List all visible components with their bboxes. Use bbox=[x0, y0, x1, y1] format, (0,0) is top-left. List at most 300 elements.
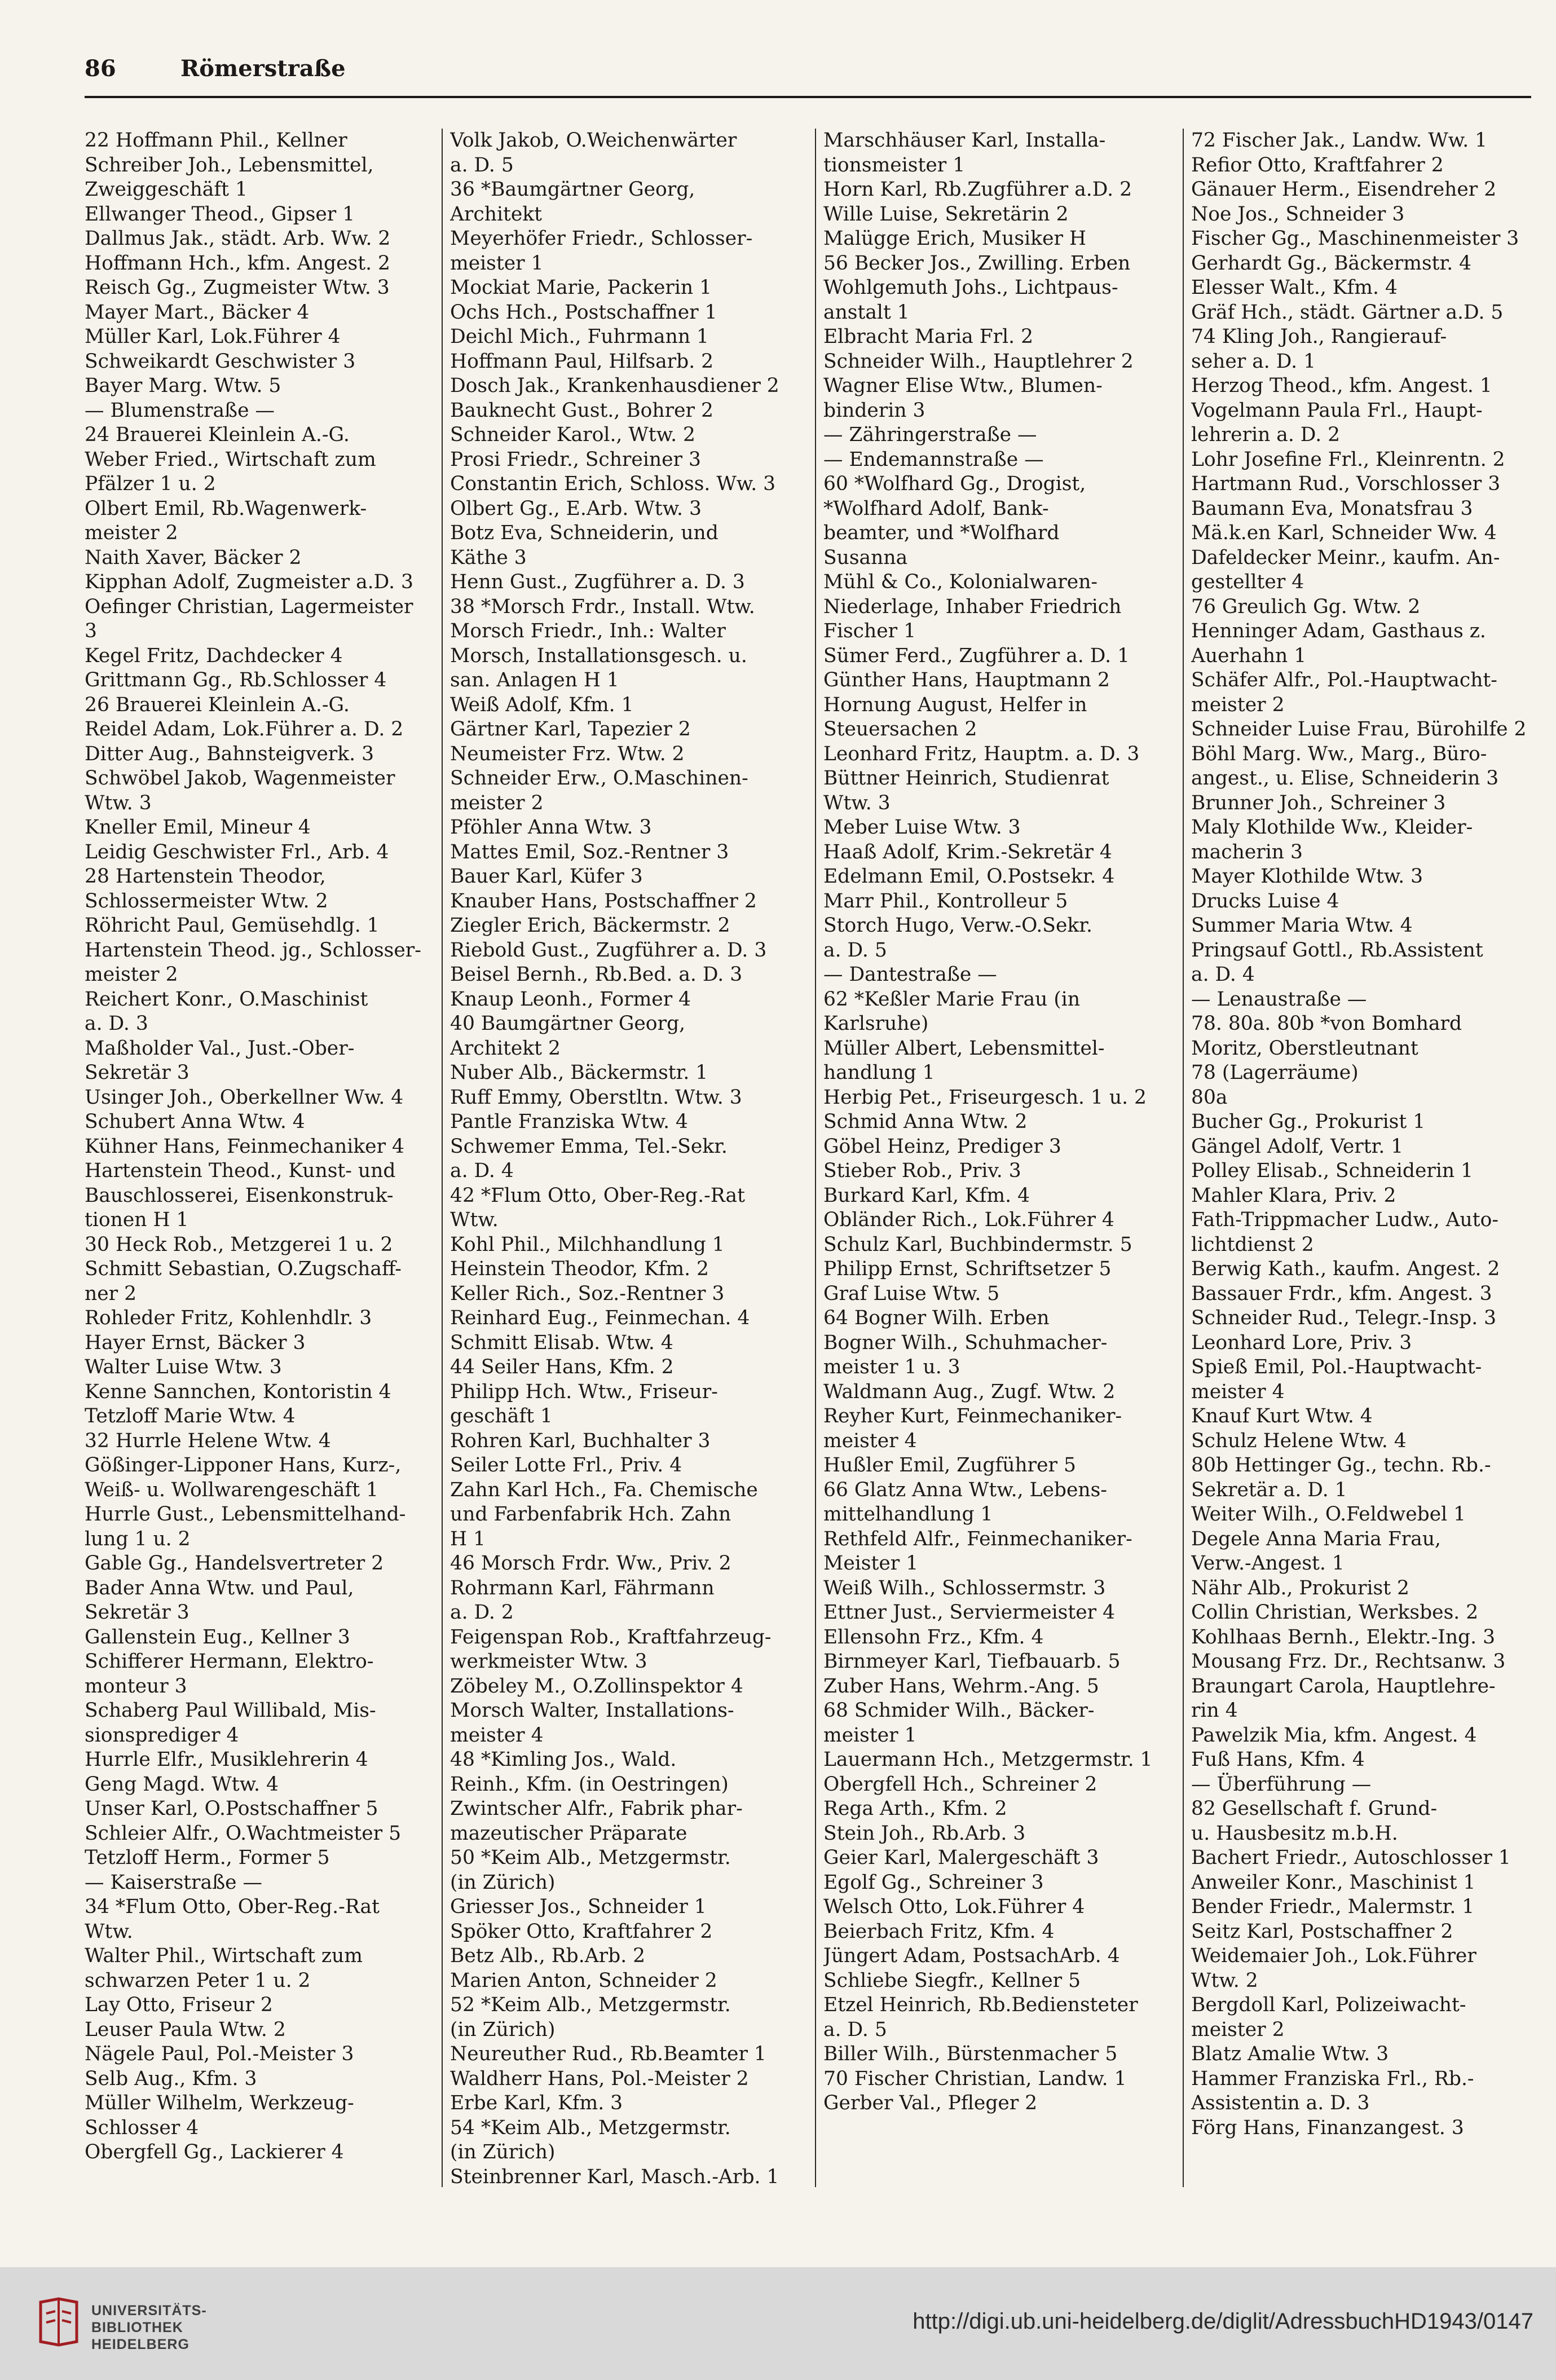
directory-entry-line: Herzog Theod., kfm. Angest. 1 bbox=[1191, 374, 1492, 397]
library-name bbox=[91, 2302, 207, 2353]
directory-entry-line: 48 *Kimling Jos., Wald. bbox=[450, 1748, 677, 1771]
directory-entry-line: meister 1 u. 3 bbox=[823, 1356, 960, 1378]
directory-entry-line: Hayer Ernst, Bäcker 3 bbox=[85, 1331, 306, 1354]
directory-entry-line: Griesser Jos., Schneider 1 bbox=[450, 1896, 707, 1918]
directory-entry-line: Welsch Otto, Lok.Führer 4 bbox=[823, 1896, 1085, 1918]
directory-entry-line: Neumeister Frz. Wtw. 2 bbox=[450, 742, 685, 765]
directory-entry-line: Hartenstein Theod. jg., Schlosser- bbox=[85, 938, 421, 962]
directory-entry-line: Müller Albert, Lebensmittel- bbox=[823, 1037, 1105, 1060]
directory-entry-line: a. D. 3 bbox=[85, 1012, 148, 1035]
directory-entry-line: Edelmann Emil, O.Postsekr. 4 bbox=[823, 865, 1115, 888]
directory-entry-line: Blatz Amalie Wtw. 3 bbox=[1191, 2043, 1389, 2065]
directory-entry-line: Hurrle Gust., Lebensmittelhand- bbox=[85, 1503, 406, 1526]
directory-entry-line: 34 *Flum Otto, Ober-Reg.-Rat bbox=[85, 1896, 380, 1918]
directory-entry-line: Collin Christian, Werksbes. 2 bbox=[1191, 1601, 1479, 1624]
directory-entry-line: san. Anlagen H 1 bbox=[450, 669, 619, 691]
directory-entry-line: Storch Hugo, Verw.-O.Sekr. bbox=[823, 914, 1092, 937]
directory-entry-line: Weiß- u. Wollwarengeschäft 1 bbox=[85, 1478, 378, 1501]
directory-entry-line: Göbel Heinz, Prediger 3 bbox=[823, 1135, 1061, 1158]
directory-entry-line: Seitz Karl, Postschaffner 2 bbox=[1191, 1920, 1453, 1943]
directory-entry-line: Verw.-Angest. 1 bbox=[1191, 1552, 1345, 1575]
directory-entry-line: Morsch Friedr., Inh.: Walter bbox=[450, 620, 726, 642]
directory-entry-line: Wtw. bbox=[85, 1920, 133, 1943]
directory-entry-line: Kenne Sannchen, Kontoristin 4 bbox=[85, 1380, 391, 1403]
directory-entry-line: Mahler Klara, Priv. 2 bbox=[1191, 1184, 1396, 1207]
directory-entry-line: 40 Baumgärtner Georg, bbox=[450, 1012, 686, 1035]
directory-entry-line: Reisch Gg., Zugmeister Wtw. 3 bbox=[85, 276, 390, 299]
directory-entry-line: Waldmann Aug., Zugf. Wtw. 2 bbox=[823, 1380, 1116, 1403]
directory-entry-line: Moritz, Oberstleutnant bbox=[1191, 1037, 1418, 1060]
directory-entry-line: Etzel Heinrich, Rb.Bediensteter bbox=[823, 1994, 1138, 2016]
directory-entry-line: Kohlhaas Bernh., Elektr.-Ing. 3 bbox=[1191, 1625, 1496, 1649]
directory-entry-line: meister 2 bbox=[1191, 693, 1285, 716]
directory-entry-line: — Zähringerstraße — bbox=[823, 424, 1037, 446]
directory-entry-line: Ruff Emmy, Oberstltn. Wtw. 3 bbox=[450, 1086, 742, 1109]
directory-entry-line: Dafeldecker Meinr., kaufm. An- bbox=[1191, 546, 1500, 569]
directory-entry-line: lung 1 u. 2 bbox=[85, 1527, 191, 1550]
directory-entry-line: Reinh., Kfm. (in Oestringen) bbox=[450, 1773, 729, 1796]
directory-entry-line: Prosi Friedr., Schreiner 3 bbox=[450, 448, 701, 471]
directory-entry-line: Bauer Karl, Küfer 3 bbox=[450, 865, 643, 888]
directory-entry-line: 80b Hettinger Gg., techn. Rb.- bbox=[1191, 1454, 1491, 1477]
directory-entry-line: Kohl Phil., Milchhandlung 1 bbox=[450, 1233, 725, 1256]
directory-entry-line: Waldherr Hans, Pol.-Meister 2 bbox=[450, 2067, 749, 2090]
directory-entry-line: Weber Fried., Wirtschaft zum bbox=[85, 448, 376, 471]
directory-entry-line: meister 4 bbox=[823, 1429, 917, 1452]
directory-entry-line: Förg Hans, Finanzangest. 3 bbox=[1191, 2116, 1464, 2139]
directory-entry-line: meister 4 bbox=[450, 1724, 544, 1747]
directory-entry-line: Naith Xaver, Bäcker 2 bbox=[85, 546, 302, 569]
directory-entry-line: — Lenaustraße — bbox=[1191, 988, 1367, 1011]
directory-entry-line: Ziegler Erich, Bäckermstr. 2 bbox=[450, 914, 730, 937]
column-3 bbox=[823, 129, 1173, 2187]
directory-entry-line: Kegel Fritz, Dachdecker 4 bbox=[85, 644, 343, 667]
directory-entry-line: Gößinger-Lipponer Hans, Kurz-, bbox=[85, 1454, 402, 1477]
directory-entry-line: Mä.k.en Karl, Schneider Ww. 4 bbox=[1191, 522, 1497, 544]
directory-entry-line: Herbig Pet., Friseurgesch. 1 u. 2 bbox=[823, 1086, 1147, 1109]
directory-entry-line: Pantle Franziska Wtw. 4 bbox=[450, 1110, 688, 1133]
directory-entry-line: tionsmeister 1 bbox=[823, 153, 966, 177]
directory-entry-line: 26 Brauerei Kleinlein A.-G. bbox=[85, 693, 350, 716]
directory-entry-line: 32 Hurrle Helene Wtw. 4 bbox=[85, 1429, 331, 1452]
directory-entry-line: Baumann Eva, Monatsfrau 3 bbox=[1191, 497, 1473, 520]
directory-entry-line: 68 Schmider Wilh., Bäcker- bbox=[823, 1699, 1095, 1722]
directory-entry-line: Feigenspan Rob., Kraftfahrzeug- bbox=[450, 1625, 772, 1649]
directory-entry-line: Sekretär 3 bbox=[85, 1061, 189, 1084]
directory-entry-line: Olbert Emil, Rb.Wagenwerk- bbox=[85, 497, 367, 520]
directory-entry-line: Ettner Just., Serviermeister 4 bbox=[823, 1601, 1116, 1624]
directory-entry-line: sionsprediger 4 bbox=[85, 1724, 239, 1747]
directory-entry-line: Hartenstein Theod., Kunst- und bbox=[85, 1160, 396, 1182]
directory-entry-line: Walter Phil., Wirtschaft zum bbox=[85, 1945, 363, 1967]
directory-entry-line: Schwöbel Jakob, Wagenmeister bbox=[85, 767, 395, 790]
directory-entry-line: angest., u. Elise, Schneiderin 3 bbox=[1191, 767, 1499, 790]
directory-entry-line: Architekt 2 bbox=[450, 1037, 561, 1060]
directory-entry-line: Schäfer Alfr., Pol.-Hauptwacht- bbox=[1191, 669, 1497, 691]
directory-entry-line: Gerber Val., Pfleger 2 bbox=[823, 2092, 1038, 2114]
directory-entry-line: Auerhahn 1 bbox=[1191, 644, 1307, 667]
directory-entry-line: Graf Luise Wtw. 5 bbox=[823, 1282, 1000, 1305]
directory-entry-line: Geng Magd. Wtw. 4 bbox=[85, 1773, 279, 1796]
directory-entry-line: Bauschlosserei, Eisenkonstruk- bbox=[85, 1184, 394, 1207]
directory-entry-line: Ellwanger Theod., Gipser 1 bbox=[85, 202, 355, 226]
directory-entry-line: Elesser Walt., Kfm. 4 bbox=[1191, 276, 1398, 299]
directory-entry-line: (in Zürich) bbox=[450, 2018, 556, 2041]
directory-entry-line: Assistentin a. D. 3 bbox=[1191, 2092, 1370, 2114]
directory-entry-line: *Wolfhard Adolf, Bank- bbox=[823, 497, 1049, 520]
directory-entry-line: geschäft 1 bbox=[450, 1405, 553, 1427]
directory-entry-line: Ditter Aug., Bahnsteigverk. 3 bbox=[85, 742, 374, 765]
directory-entry-line: Schneider Rud., Telegr.-Insp. 3 bbox=[1191, 1307, 1497, 1329]
directory-entry-line: Walter Luise Wtw. 3 bbox=[85, 1356, 282, 1378]
directory-entry-line: Gängel Adolf, Vertr. 1 bbox=[1191, 1135, 1404, 1158]
directory-entry-line: 30 Heck Rob., Metzgerei 1 u. 2 bbox=[85, 1233, 393, 1256]
directory-entry-line: Böhl Marg. Ww., Marg., Büro- bbox=[1191, 742, 1487, 765]
directory-entry-line: 36 *Baumgärtner Georg, bbox=[450, 178, 695, 201]
directory-entry-line: Reyher Kurt, Feinmechaniker- bbox=[823, 1405, 1122, 1427]
directory-entry-line: meister 1 bbox=[450, 252, 544, 275]
directory-entry-line: a. D. 5 bbox=[823, 2018, 887, 2041]
directory-entry-line: Beierbach Fritz, Kfm. 4 bbox=[823, 1920, 1055, 1943]
directory-entry-line: Grittmann Gg., Rb.Schlosser 4 bbox=[85, 669, 387, 691]
directory-entry-line: Beisel Bernh., Rb.Bed. a. D. 3 bbox=[450, 963, 743, 986]
directory-entry-line: — Kaiserstraße — bbox=[85, 1871, 263, 1894]
directory-entry-line: Elbracht Maria Frl. 2 bbox=[823, 325, 1034, 348]
directory-entry-line: Hammer Franziska Frl., Rb.- bbox=[1191, 2067, 1474, 2090]
directory-entry-line: Dosch Jak., Krankenhausdiener 2 bbox=[450, 374, 779, 397]
directory-entry-line: Mayer Mart., Bäcker 4 bbox=[85, 301, 310, 324]
directory-entry-line: Steinbrenner Karl, Masch.-Arb. 1 bbox=[450, 2165, 779, 2187]
directory-entry-line: Wagner Elise Wtw., Blumen- bbox=[823, 374, 1103, 397]
directory-entry-line: 50 *Keim Alb., Metzgermstr. bbox=[450, 1846, 731, 1869]
directory-entry-line: Schulz Karl, Buchbindermstr. 5 bbox=[823, 1233, 1132, 1256]
directory-entry-line: Röhricht Paul, Gemüsehdlg. 1 bbox=[85, 914, 380, 937]
directory-entry-line: beamter, und *Wolfhard bbox=[823, 522, 1060, 544]
directory-entry-line: Zahn Karl Hch., Fa. Chemische bbox=[450, 1478, 758, 1501]
directory-entry-line: Burkard Karl, Kfm. 4 bbox=[823, 1184, 1030, 1207]
directory-entry-line: Schleier Alfr., O.Wachtmeister 5 bbox=[85, 1822, 402, 1845]
column-divider bbox=[1183, 129, 1184, 2187]
directory-entry-line: Fuß Hans, Kfm. 4 bbox=[1191, 1748, 1365, 1771]
directory-entry-line: Meister 1 bbox=[823, 1552, 919, 1575]
directory-entry-line: gestellter 4 bbox=[1191, 571, 1304, 593]
directory-entry-line: binderin 3 bbox=[823, 399, 925, 422]
directory-entry-line: Mousang Frz. Dr., Rechtsanw. 3 bbox=[1191, 1650, 1506, 1673]
directory-entry-line: Schubert Anna Wtw. 4 bbox=[85, 1110, 305, 1133]
directory-entry-line: Müller Wilhelm, Werkzeug- bbox=[85, 2092, 354, 2114]
directory-entry-line: — Endemannstraße — bbox=[823, 448, 1044, 471]
directory-entry-line: 60 *Wolfhard Gg., Drogist, bbox=[823, 473, 1086, 495]
page-number: 86 bbox=[85, 55, 116, 82]
directory-entry-line: Rega Arth., Kfm. 2 bbox=[823, 1797, 1007, 1820]
directory-entry-line: 42 *Flum Otto, Ober-Reg.-Rat bbox=[450, 1184, 745, 1207]
directory-entry-line: Schlossermeister Wtw. 2 bbox=[85, 889, 328, 913]
directory-entry-line: seher a. D. 1 bbox=[1191, 350, 1316, 373]
column-divider bbox=[815, 129, 816, 2187]
directory-entry-line: Knauber Hans, Postschaffner 2 bbox=[450, 889, 757, 913]
directory-entry-line: tionen H 1 bbox=[85, 1209, 189, 1231]
directory-entry-line: Pföhler Anna Wtw. 3 bbox=[450, 816, 652, 839]
directory-entry-line: Leonhard Lore, Priv. 3 bbox=[1191, 1331, 1412, 1354]
directory-entry-line: werkmeister Wtw. 3 bbox=[450, 1650, 647, 1673]
directory-entry-line: 80a bbox=[1191, 1086, 1228, 1109]
directory-entry-line: 72 Fischer Jak., Landw. Ww. 1 bbox=[1191, 129, 1488, 152]
directory-entry-line: Reidel Adam, Lok.Führer a. D. 2 bbox=[85, 718, 404, 741]
directory-entry-line: Selb Aug., Kfm. 3 bbox=[85, 2067, 257, 2090]
directory-entry-line: Günther Hans, Hauptmann 2 bbox=[823, 669, 1110, 691]
directory-entry-line: Dallmus Jak., städt. Arb. Ww. 2 bbox=[85, 227, 391, 250]
directory-entry-line: Jüngert Adam, PostsachArb. 4 bbox=[823, 1945, 1120, 1967]
directory-entry-line: — Blumenstraße — bbox=[85, 399, 275, 422]
library-name-line: UNIVERSITÄTS- bbox=[91, 2303, 207, 2319]
directory-entry-line: Gräf Hch., städt. Gärtner a.D. 5 bbox=[1191, 301, 1504, 324]
directory-entry-line: Bassauer Frdr., kfm. Angest. 3 bbox=[1191, 1282, 1492, 1305]
directory-entry-line: Constantin Erich, Schloss. Ww. 3 bbox=[450, 473, 776, 495]
directory-entry-line: Volk Jakob, O.Weichenwärter bbox=[450, 129, 737, 152]
directory-entry-line: monteur 3 bbox=[85, 1674, 187, 1698]
directory-entry-line: (in Zürich) bbox=[450, 1871, 556, 1894]
directory-entry-line: Bader Anna Wtw. und Paul, bbox=[85, 1576, 354, 1599]
directory-entry-line: Weiß Wilh., Schlossermstr. 3 bbox=[823, 1576, 1106, 1599]
directory-entry-line: meister 2 bbox=[85, 522, 178, 544]
directory-entry-line: Lay Otto, Friseur 2 bbox=[85, 1994, 273, 2016]
directory-entry-line: Neureuther Rud., Rb.Beamter 1 bbox=[450, 2043, 766, 2065]
directory-entry-line: a. D. 4 bbox=[450, 1160, 514, 1182]
directory-entry-line: Egolf Gg., Schreiner 3 bbox=[823, 1871, 1044, 1894]
directory-entry-line: Obländer Rich., Lok.Führer 4 bbox=[823, 1209, 1114, 1231]
directory-entry-line: Zweiggeschäft 1 bbox=[85, 178, 248, 201]
directory-entry-line: Rethfeld Alfr., Feinmechaniker- bbox=[823, 1527, 1132, 1550]
directory-entry-line: Pawelzik Mia, kfm. Angest. 4 bbox=[1191, 1724, 1477, 1747]
directory-entry-line: Stein Joh., Rb.Arb. 3 bbox=[823, 1822, 1026, 1845]
column-1 bbox=[85, 129, 434, 2187]
directory-entry-line: mazeutischer Präparate bbox=[450, 1822, 687, 1845]
directory-entry-line: Schliebe Siegfr., Kellner 5 bbox=[823, 1969, 1081, 1992]
directory-entry-line: Hartmann Rud., Vorschlosser 3 bbox=[1191, 473, 1501, 495]
directory-entry-line: Marien Anton, Schneider 2 bbox=[450, 1969, 717, 1992]
directory-entry-line: Polley Elisab., Schneiderin 1 bbox=[1191, 1160, 1474, 1182]
directory-entry-line: Bauknecht Gust., Bohrer 2 bbox=[450, 399, 713, 422]
directory-entry-line: Anweiler Konr., Maschinist 1 bbox=[1191, 1871, 1476, 1894]
directory-entry-line: Hoffmann Hch., kfm. Angest. 2 bbox=[85, 252, 390, 275]
directory-entry-line: Wohlgemuth Johs., Lichtpaus- bbox=[823, 276, 1118, 299]
directory-entry-line: Schmitt Sebastian, O.Zugschaff- bbox=[85, 1258, 402, 1280]
directory-entry-line: Schlosser 4 bbox=[85, 2116, 199, 2139]
directory-entry-line: Refior Otto, Kraftfahrer 2 bbox=[1191, 153, 1444, 177]
directory-entry-line: Sekretär 3 bbox=[85, 1601, 189, 1624]
directory-entry-line: Summer Maria Wtw. 4 bbox=[1191, 914, 1413, 937]
directory-entry-line: Unser Karl, O.Postschaffner 5 bbox=[85, 1797, 378, 1820]
directory-entry-line: Sümer Ferd., Zugführer a. D. 1 bbox=[823, 644, 1130, 667]
directory-entry-line: Hornung August, Helfer in bbox=[823, 693, 1087, 716]
header-rule bbox=[85, 96, 1531, 98]
directory-entry-line: Zwintscher Alfr., Fabrik phar- bbox=[450, 1797, 743, 1820]
directory-entry-line: Ochs Hch., Postschaffner 1 bbox=[450, 301, 717, 324]
directory-entry-line: Schulz Helene Wtw. 4 bbox=[1191, 1429, 1407, 1452]
directory-entry-line: Schneider Karol., Wtw. 2 bbox=[450, 424, 695, 446]
directory-entry-line: u. Hausbesitz m.b.H. bbox=[1191, 1822, 1398, 1845]
directory-entry-line: Knaup Leonh., Former 4 bbox=[450, 988, 691, 1011]
directory-entry-line: Kneller Emil, Mineur 4 bbox=[85, 816, 311, 839]
directory-entry-line: Bachert Friedr., Autoschlosser 1 bbox=[1191, 1846, 1511, 1869]
directory-entry-line: Gärtner Karl, Tapezier 2 bbox=[450, 718, 691, 741]
directory-entry-line: Nähr Alb., Prokurist 2 bbox=[1191, 1576, 1409, 1599]
directory-entry-line: lichtdienst 2 bbox=[1191, 1233, 1314, 1256]
directory-entry-line: Keller Rich., Soz.-Rentner 3 bbox=[450, 1282, 725, 1305]
directory-entry-line: Fischer Gg., Maschinenmeister 3 bbox=[1191, 227, 1519, 250]
directory-entry-line: Reichert Konr., O.Maschinist bbox=[85, 988, 368, 1011]
directory-entry-line: Birnmeyer Karl, Tiefbauarb. 5 bbox=[823, 1650, 1121, 1673]
directory-entry-line: Fath-Trippmacher Ludw., Auto- bbox=[1191, 1209, 1499, 1231]
directory-entry-line: Philipp Ernst, Schriftsetzer 5 bbox=[823, 1258, 1112, 1280]
directory-entry-line: a. D. 5 bbox=[823, 938, 887, 962]
directory-entry-line: Zöbeley M., O.Zollinspektor 4 bbox=[450, 1674, 743, 1698]
directory-entry-line: ner 2 bbox=[85, 1282, 137, 1305]
directory-entry-line: 52 *Keim Alb., Metzgermstr. bbox=[450, 1994, 731, 2016]
directory-entry-line: Schmid Anna Wtw. 2 bbox=[823, 1110, 1028, 1133]
directory-entry-line: Schifferer Hermann, Elektro- bbox=[85, 1650, 374, 1673]
directory-entry-line: Leidig Geschwister Frl., Arb. 4 bbox=[85, 840, 389, 863]
directory-entry-line: 44 Seiler Hans, Kfm. 2 bbox=[450, 1356, 674, 1378]
directory-entry-line: Riebold Gust., Zugführer a. D. 3 bbox=[450, 938, 767, 962]
source-url-link[interactable]: http://digi.ub.uni-heidelberg.de/diglit/AdressbuchHD1943/0147 bbox=[913, 2309, 1533, 2334]
directory-entry-line: Weidemaier Joh., Lok.Führer bbox=[1191, 1945, 1476, 1967]
directory-entry-line: Marschhäuser Karl, Installa- bbox=[823, 129, 1106, 152]
footer-bar bbox=[0, 2267, 1556, 2380]
directory-entry-line: Architekt bbox=[450, 202, 543, 226]
directory-entry-line: Wille Luise, Sekretärin 2 bbox=[823, 202, 1069, 226]
directory-entry-line: Noe Jos., Schneider 3 bbox=[1191, 202, 1405, 226]
directory-entry-line: 66 Glatz Anna Wtw., Lebens- bbox=[823, 1478, 1107, 1501]
directory-entry-line: a. D. 5 bbox=[450, 153, 514, 177]
directory-entry-line: anstalt 1 bbox=[823, 301, 910, 324]
directory-entry-line: Botz Eva, Schneiderin, und bbox=[450, 522, 719, 544]
directory-entry-line: handlung 1 bbox=[823, 1061, 935, 1084]
directory-entry-line: Drucks Luise 4 bbox=[1191, 889, 1339, 913]
directory-entry-line: Mattes Emil, Soz.-Rentner 3 bbox=[450, 840, 729, 863]
directory-entry-line: 74 Kling Joh., Rangierauf- bbox=[1191, 325, 1447, 348]
directory-entry-line: Morsch Walter, Installations- bbox=[450, 1699, 734, 1722]
directory-entry-line: Wtw. 3 bbox=[823, 791, 891, 814]
directory-entry-line: Zuber Hans, Wehrm.-Ang. 5 bbox=[823, 1674, 1099, 1698]
directory-entry-line: Deichl Mich., Fuhrmann 1 bbox=[450, 325, 709, 348]
directory-entry-line: meister 2 bbox=[450, 791, 544, 814]
library-name-line: HEIDELBERG bbox=[91, 2337, 189, 2352]
directory-entry-line: 64 Bogner Wilh. Erben bbox=[823, 1307, 1050, 1329]
directory-entry-line: Schneider Luise Frau, Bürohilfe 2 bbox=[1191, 718, 1527, 741]
directory-entry-line: a. D. 2 bbox=[450, 1601, 514, 1624]
directory-entry-line: Susanna bbox=[823, 546, 908, 569]
directory-entry-line: — Dantestraße — bbox=[823, 963, 997, 986]
directory-entry-line: Berwig Kath., kaufm. Angest. 2 bbox=[1191, 1258, 1500, 1280]
directory-entry-line: schwarzen Peter 1 u. 2 bbox=[85, 1969, 311, 1992]
directory-entry-line: Schaberg Paul Willibald, Mis- bbox=[85, 1699, 376, 1722]
directory-entry-line: H 1 bbox=[450, 1527, 486, 1550]
directory-entry-line: Bogner Wilh., Schuhmacher- bbox=[823, 1331, 1108, 1354]
directory-entry-line: Philipp Hch. Wtw., Friseur- bbox=[450, 1380, 718, 1403]
directory-entry-line: Weiter Wilh., O.Feldwebel 1 bbox=[1191, 1503, 1466, 1526]
directory-entry-line: Müller Karl, Lok.Führer 4 bbox=[85, 325, 341, 348]
directory-entry-line: Erbe Karl, Kfm. 3 bbox=[450, 2092, 623, 2114]
directory-entry-line: lehrerin a. D. 2 bbox=[1191, 424, 1341, 446]
directory-entry-line: Schneider Wilh., Hauptlehrer 2 bbox=[823, 350, 1134, 373]
directory-entry-line: Tetzloff Herm., Former 5 bbox=[85, 1846, 330, 1869]
directory-entry-line: Pringsauf Gottl., Rb.Assistent bbox=[1191, 938, 1483, 962]
directory-entry-line: 78. 80a. 80b *von Bomhard bbox=[1191, 1012, 1462, 1035]
directory-entry-line: Spieß Emil, Pol.-Hauptwacht- bbox=[1191, 1356, 1482, 1378]
directory-entry-line: Hoffmann Paul, Hilfsarb. 2 bbox=[450, 350, 714, 373]
directory-entry-line: Gänauer Herm., Eisendreher 2 bbox=[1191, 178, 1497, 201]
directory-entry-line: Henninger Adam, Gasthaus z. bbox=[1191, 620, 1486, 642]
directory-entry-line: Karlsruhe) bbox=[823, 1012, 929, 1035]
directory-entry-line: Olbert Gg., E.Arb. Wtw. 3 bbox=[450, 497, 702, 520]
directory-entry-line: Stieber Rob., Priv. 3 bbox=[823, 1160, 1021, 1182]
directory-entry-line: 78 (Lagerräume) bbox=[1191, 1061, 1359, 1084]
directory-entry-line: Leonhard Fritz, Hauptm. a. D. 3 bbox=[823, 742, 1140, 765]
directory-entry-line: 22 Hoffmann Phil., Kellner bbox=[85, 129, 347, 152]
directory-entry-line: Spöker Otto, Kraftfahrer 2 bbox=[450, 1920, 713, 1943]
directory-entry-line: Pfälzer 1 u. 2 bbox=[85, 473, 216, 495]
directory-entry-line: meister 1 bbox=[823, 1724, 917, 1747]
directory-entry-line: Kühner Hans, Feinmechaniker 4 bbox=[85, 1135, 405, 1158]
directory-entry-line: 24 Brauerei Kleinlein A.-G. bbox=[85, 424, 350, 446]
directory-entry-line: Bergdoll Karl, Polizeiwacht- bbox=[1191, 1994, 1466, 2016]
directory-entry-line: macherin 3 bbox=[1191, 840, 1303, 863]
directory-entry-line: 82 Gesellschaft f. Grund- bbox=[1191, 1797, 1438, 1820]
directory-entry-line: Geier Karl, Malergeschäft 3 bbox=[823, 1846, 1099, 1869]
directory-entry-line: Morsch, Installationsgesch. u. bbox=[450, 644, 747, 667]
directory-entry-line: Vogelmann Paula Frl., Haupt- bbox=[1191, 399, 1483, 422]
column-divider bbox=[442, 129, 443, 2187]
directory-entry-line: Gallenstein Eug., Kellner 3 bbox=[85, 1625, 350, 1649]
directory-entry-line: Haaß Adolf, Krim.-Sekretär 4 bbox=[823, 840, 1112, 863]
directory-entry-line: Rohleder Fritz, Kohlenhdlr. 3 bbox=[85, 1307, 372, 1329]
directory-entry-line: mittelhandlung 1 bbox=[823, 1503, 993, 1526]
directory-entry-line: Bayer Marg. Wtw. 5 bbox=[85, 374, 281, 397]
directory-entry-line: Nuber Alb., Bäckermstr. 1 bbox=[450, 1061, 708, 1084]
directory-entry-line: Oefinger Christian, Lagermeister bbox=[85, 595, 413, 618]
directory-entry-line: Büttner Heinrich, Studienrat bbox=[823, 767, 1109, 790]
directory-entry-line: Marr Phil., Kontrolleur 5 bbox=[823, 889, 1068, 913]
directory-entry-line: Mayer Klothilde Wtw. 3 bbox=[1191, 865, 1423, 888]
directory-entry-line: Knauf Kurt Wtw. 4 bbox=[1191, 1405, 1373, 1427]
directory-entry-line: Rohrmann Karl, Fährmann bbox=[450, 1576, 715, 1599]
directory-entry-line: Seiler Lotte Frl., Priv. 4 bbox=[450, 1454, 682, 1477]
directory-entry-line: a. D. 4 bbox=[1191, 963, 1255, 986]
directory-entry-line: Malügge Erich, Musiker H bbox=[823, 227, 1087, 250]
directory-entry-line: Gerhardt Gg., Bäckermstr. 4 bbox=[1191, 252, 1472, 275]
directory-entry-line: Kipphan Adolf, Zugmeister a.D. 3 bbox=[85, 571, 413, 593]
directory-entry-line: Horn Karl, Rb.Zugführer a.D. 2 bbox=[823, 178, 1132, 201]
directory-entry-line: und Farbenfabrik Hch. Zahn bbox=[450, 1503, 731, 1526]
directory-entry-line: Bender Friedr., Malermstr. 1 bbox=[1191, 1896, 1475, 1918]
directory-entry-line: 62 *Keßler Marie Frau (in bbox=[823, 988, 1081, 1011]
directory-entry-line: Schmitt Elisab. Wtw. 4 bbox=[450, 1331, 673, 1354]
directory-entry-line: Wtw. 3 bbox=[85, 791, 152, 814]
library-logo-icon bbox=[35, 2297, 82, 2347]
directory-entry-line: Lohr Josefine Frl., Kleinrentn. 2 bbox=[1191, 448, 1505, 471]
directory-entry-line: Steuersachen 2 bbox=[823, 718, 977, 741]
directory-entry-line: (in Zürich) bbox=[450, 2141, 556, 2163]
directory-entry-line: Rohren Karl, Buchhalter 3 bbox=[450, 1429, 711, 1452]
directory-entry-line: Obergfell Hch., Schreiner 2 bbox=[823, 1773, 1097, 1796]
directory-entry-line: Hurrle Elfr., Musiklehrerin 4 bbox=[85, 1748, 368, 1771]
column-2 bbox=[450, 129, 800, 2187]
directory-entry-line: Wtw. bbox=[450, 1209, 499, 1231]
directory-entry-line: 76 Greulich Gg. Wtw. 2 bbox=[1191, 595, 1421, 618]
directory-columns bbox=[85, 129, 1531, 2187]
directory-entry-line: Niederlage, Inhaber Friedrich bbox=[823, 595, 1122, 618]
